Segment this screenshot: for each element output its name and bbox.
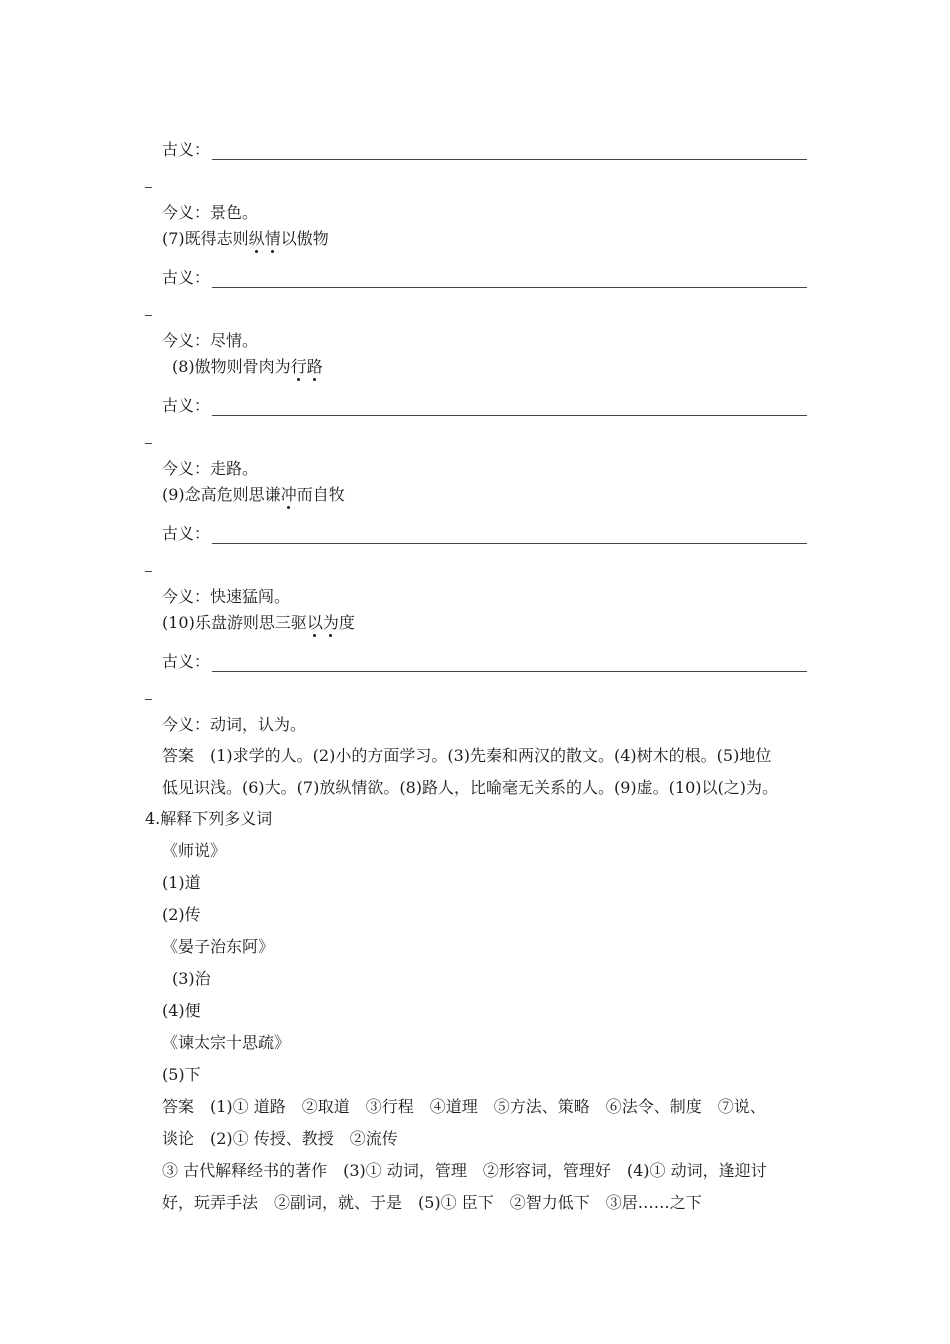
sentence-pre: 傲物则骨肉为 (194, 357, 291, 376)
item-8-sentence (172, 357, 323, 377)
gu-yi-label: 古义： (162, 524, 211, 543)
source-title: 《谏太宗十思疏》 (162, 1033, 291, 1052)
item-num: (10) (162, 613, 195, 632)
sentence-post: 以傲物 (280, 229, 329, 248)
gu-yi-field-7[interactable] (162, 268, 807, 288)
jin-yi-7: 今义：尽情。 (162, 331, 259, 350)
sentence-post: 度 (338, 613, 355, 632)
marked-char: 纵 (248, 229, 265, 248)
dash-mark (145, 187, 152, 188)
item-num: (8) (172, 357, 195, 376)
answer-3-line-1: 答案 (1)求学的人。(2)小的方面学习。(3)先秦和两汉的散文。(4)树木的根。(5)地位 (162, 746, 772, 765)
marked-char: 行 (290, 357, 307, 376)
gu-yi-field-10[interactable] (162, 652, 807, 672)
gu-yi-label: 古义： (162, 396, 211, 415)
jin-yi-9: 今义：快速猛闯。 (162, 587, 291, 606)
term-item: (4)便 (162, 1001, 201, 1020)
item-7-sentence (162, 229, 329, 249)
gu-yi-field-1[interactable] (162, 140, 807, 160)
sentence-pre: 念高危则思谦 (184, 485, 281, 504)
dash-mark (145, 699, 152, 700)
answer-4-line-1: 答案 (1)① 道路 ②取道 ③行程 ④道理 ⑤方法、策略 ⑥法令、制度 ⑦说、 (162, 1097, 766, 1116)
answer-blank-line[interactable] (212, 529, 807, 544)
sentence-pre: 既得志则 (184, 229, 249, 248)
dash-mark (145, 315, 152, 316)
marked-char: 情 (264, 229, 281, 248)
gu-yi-field-9[interactable] (162, 524, 807, 544)
item-10-sentence (162, 613, 355, 633)
item-num: (9) (162, 485, 185, 504)
dash-mark (145, 571, 152, 572)
source-title: 《晏子治东阿》 (162, 937, 275, 956)
jin-yi-8: 今义：走路。 (162, 459, 259, 478)
gu-yi-label: 古义： (162, 268, 211, 287)
answer-4-line-3: ③ 古代解释经书的著作 (3)① 动词，管理 ②形容词，管理好 (4)① 动词，逢迎讨 (162, 1161, 767, 1180)
dash-mark (145, 443, 152, 444)
sentence-pre: 乐盘游则思三驱 (194, 613, 307, 632)
gu-yi-field-8[interactable] (162, 396, 807, 416)
item-num: (7) (162, 229, 185, 248)
marked-char: 以 (306, 613, 323, 632)
answer-blank-line[interactable] (212, 145, 807, 160)
term-item: (1)道 (162, 873, 201, 892)
answer-blank-line[interactable] (212, 273, 807, 288)
marked-char: 为 (322, 613, 339, 632)
sentence-post: 而自牧 (296, 485, 345, 504)
jin-yi-10: 今义：动词，认为。 (162, 715, 307, 734)
jin-yi-1: 今义：景色。 (162, 203, 259, 222)
answer-blank-line[interactable] (212, 401, 807, 416)
gu-yi-label: 古义： (162, 652, 211, 671)
answer-4-line-4: 好，玩弄手法 ②副词，就、于是 (5)① 臣下 ②智力低下 ③居……之下 (162, 1193, 702, 1212)
term-item: (2)传 (162, 905, 201, 924)
source-title: 《师说》 (162, 841, 227, 860)
term-item: (5)下 (162, 1065, 201, 1084)
answer-blank-line[interactable] (212, 657, 807, 672)
answer-4-line-2: 谈论 (2)① 传授、教授 ②流传 (162, 1129, 398, 1148)
marked-char: 路 (306, 357, 323, 376)
gu-yi-label: 古义： (162, 140, 211, 159)
item-9-sentence (162, 485, 345, 505)
section-4-title: 4.解释下列多义词 (145, 809, 273, 828)
answer-3-line-2: 低见识浅。(6)大。(7)放纵情欲。(8)路人，比喻毫无关系的人。(9)虚。(10)以(之)为。 (162, 778, 778, 797)
marked-char: 冲 (280, 485, 297, 504)
term-item: (3)治 (172, 969, 211, 988)
